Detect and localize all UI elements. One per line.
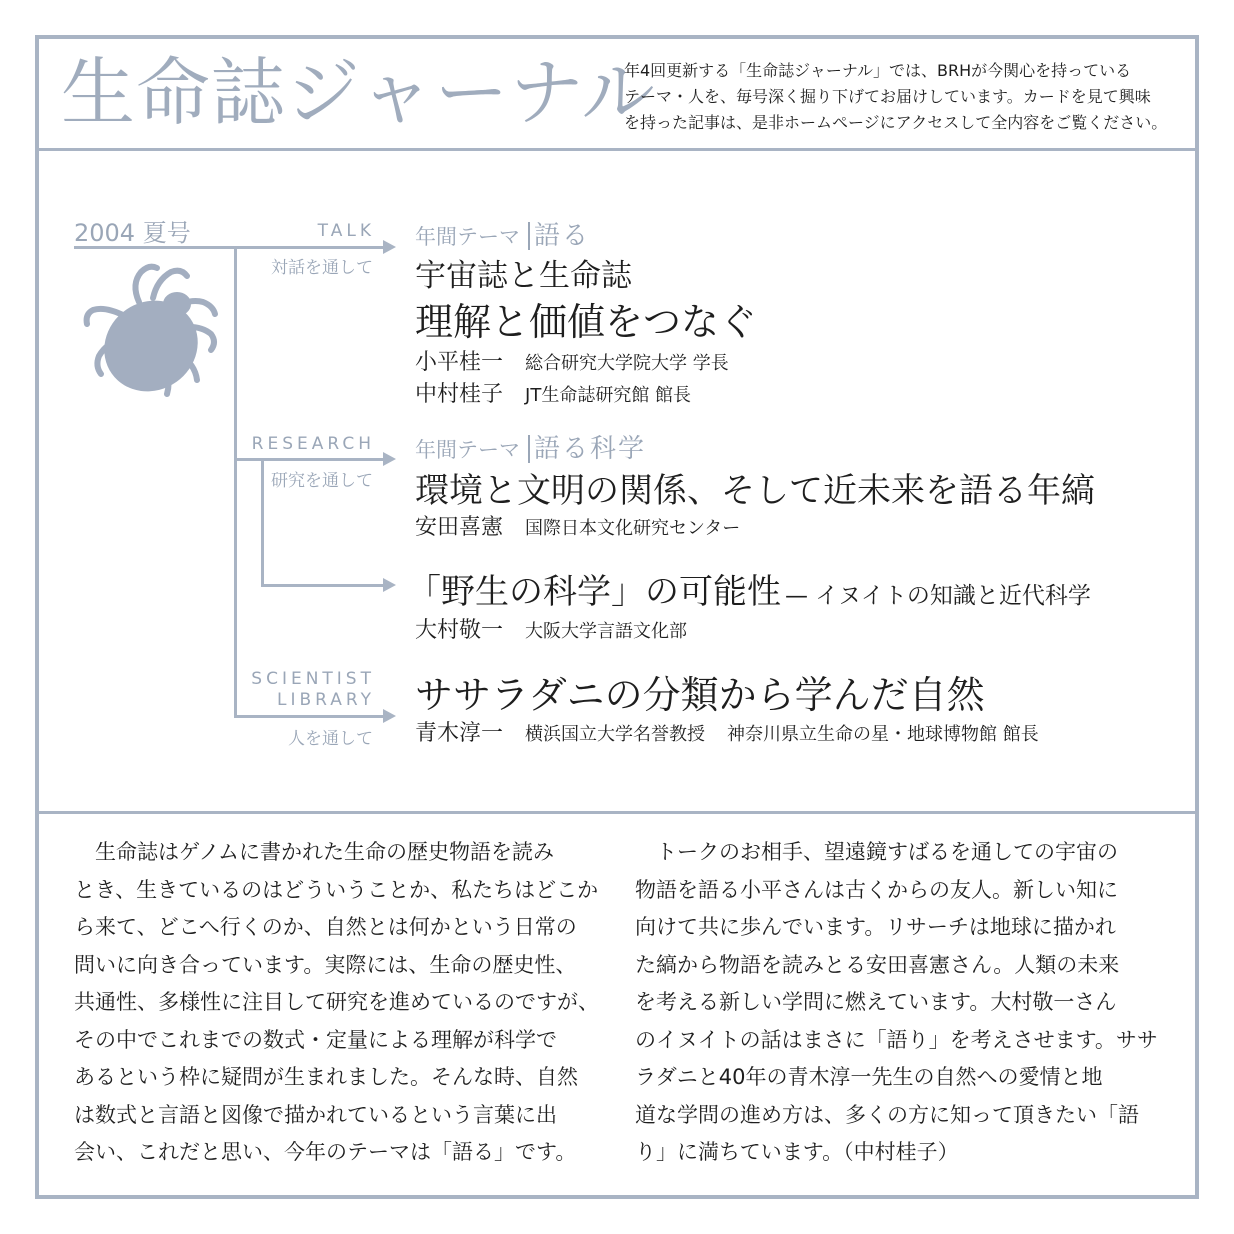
body-line: り」に満ちています。（中村桂子） (635, 1140, 959, 1164)
talk-title: 理解と価値をつなぐ (415, 300, 758, 344)
header-divider (39, 148, 1195, 151)
body-line: ラダニと40年の青木淳一先生の自然への愛情と地 (635, 1065, 1103, 1089)
body-line: 生命誌はゲノムに書かれた生命の歴史物語を読み (74, 840, 555, 864)
section-talk-jp: 対話を通して (271, 258, 373, 278)
person-affiliation: 国際日本文化研究センター (525, 518, 741, 539)
intro-text (624, 58, 1194, 136)
body-line: 道な学問の進め方は、多くの方に知って頂きたい「語 (635, 1102, 1139, 1127)
person-name: 小平桂一 (415, 350, 504, 375)
theme-label: 年間テーマ (415, 438, 520, 462)
person-affiliation: JT生命誌研究館 館長 (525, 385, 692, 406)
theme-label: 年間テーマ (415, 225, 520, 249)
intro-line: を持った記事は、是非ホームページにアクセスして全内容をご覧ください。 (624, 113, 1168, 132)
body-divider (39, 811, 1195, 814)
library-person (415, 716, 1039, 747)
body-line: のイヌイトの話はまさに「語り」を考えさせます。ササ (635, 1027, 1158, 1052)
body-line: 問いに向き合っています。実際には、生命の歴史性、 (74, 952, 577, 977)
library-line (234, 715, 384, 718)
body-line: 会い、これだと思い、今年のテーマは「語る」です。 (74, 1140, 577, 1164)
body-line: とき、生きているのはどういうことか、私たちはどこか (74, 877, 599, 902)
research-person-2 (415, 613, 687, 644)
person-affiliation: 横浜国立大学名誉教授 (525, 724, 706, 745)
body-line: 物語を語る小平さんは古くからの友人。新しい知に (635, 877, 1118, 902)
research-title-2 (407, 564, 1091, 613)
body-line: ら来て、どこへ行くのか、自然とは何かという日常の (74, 915, 577, 939)
research-title-2-sub: — イヌイトの知識と近代科学 (785, 583, 1091, 609)
body-line: その中でこれまでの数式・定量による理解が科学で (74, 1027, 557, 1052)
research-sub-vertical-line (261, 460, 264, 586)
section-library-jp: 人を通して (288, 729, 373, 749)
journal-card (35, 35, 1199, 1199)
theme-value: 語る科学 (534, 434, 647, 464)
research-title-2-main: 「野生の科学」の可能性 (407, 572, 781, 612)
research-sub-line (261, 584, 384, 587)
body-right (635, 834, 1165, 1172)
talk-theme (415, 215, 590, 252)
research-title-1: 環境と文明の関係、そして近未来を語る年縞 (415, 471, 1095, 511)
section-research-en: RESEARCH (251, 434, 375, 454)
page-title: 生命誌ジャーナル (61, 50, 656, 136)
body-line: は数式と言語と図像で描かれているという言葉に出 (74, 1102, 557, 1127)
person-affiliation: 総合研究大学院大学 学長 (525, 353, 729, 374)
intro-line: テーマ・人を、毎号深く掘り下げてお届けしています。カードを見て興味 (624, 87, 1151, 106)
library-arrow-icon (383, 709, 396, 723)
person-affiliation: 大阪大学言語文化部 (525, 621, 688, 642)
research-theme (415, 428, 646, 465)
body-line: 向けて共に歩んでいます。リサーチは地球に描かれ (635, 915, 1116, 939)
body-line: あるという枠に疑問が生まれました。そんな時、自然 (74, 1065, 578, 1089)
research-person-1 (415, 510, 740, 541)
research-sub-arrow-icon (383, 578, 396, 592)
person-name: 安田喜憲 (415, 515, 504, 540)
theme-value: 語る (534, 221, 591, 251)
body-left (74, 834, 604, 1172)
section-talk-en: TALK (317, 221, 375, 241)
mite-icon (79, 254, 229, 404)
person-name: 中村桂子 (415, 382, 504, 407)
intro-line: 年4回更新する「生命誌ジャーナル」では、BRHが今関心を持っている (624, 61, 1132, 80)
body-line: た縞から物語を読みとる安田喜憲さん。人類の未来 (635, 952, 1120, 977)
talk-person-1 (415, 345, 729, 376)
research-arrow-icon (383, 452, 396, 466)
section-library-en-line: LIBRARY (276, 690, 375, 710)
research-line (234, 458, 384, 461)
talk-arrow-icon (383, 240, 396, 254)
theme-divider (528, 222, 530, 250)
talk-person-2 (415, 377, 691, 408)
section-library-en-line: SCIENTIST (251, 669, 375, 689)
section-research-jp: 研究を通して (271, 471, 373, 491)
talk-subtitle: 宇宙誌と生命誌 (415, 258, 632, 294)
library-title: ササラダニの分類から学んだ自然 (415, 673, 985, 717)
body-line: トークのお相手、望遠鏡すばるを通しての宇宙の (635, 840, 1118, 864)
section-library-en (251, 669, 375, 711)
person-affiliation-2: 神奈川県立生命の星・地球博物館 館長 (727, 724, 1039, 745)
body-line: を考える新しい学問に燃えています。大村敬一さん (635, 990, 1117, 1014)
person-name: 大村敬一 (415, 618, 504, 643)
body-line: 共通性、多様性に注目して研究を進めているのですが、 (74, 990, 599, 1014)
person-name: 青木淳一 (415, 721, 504, 746)
branch-vertical-line (234, 247, 237, 718)
theme-divider (528, 435, 530, 463)
issue-label: 2004 夏号 (74, 219, 191, 247)
